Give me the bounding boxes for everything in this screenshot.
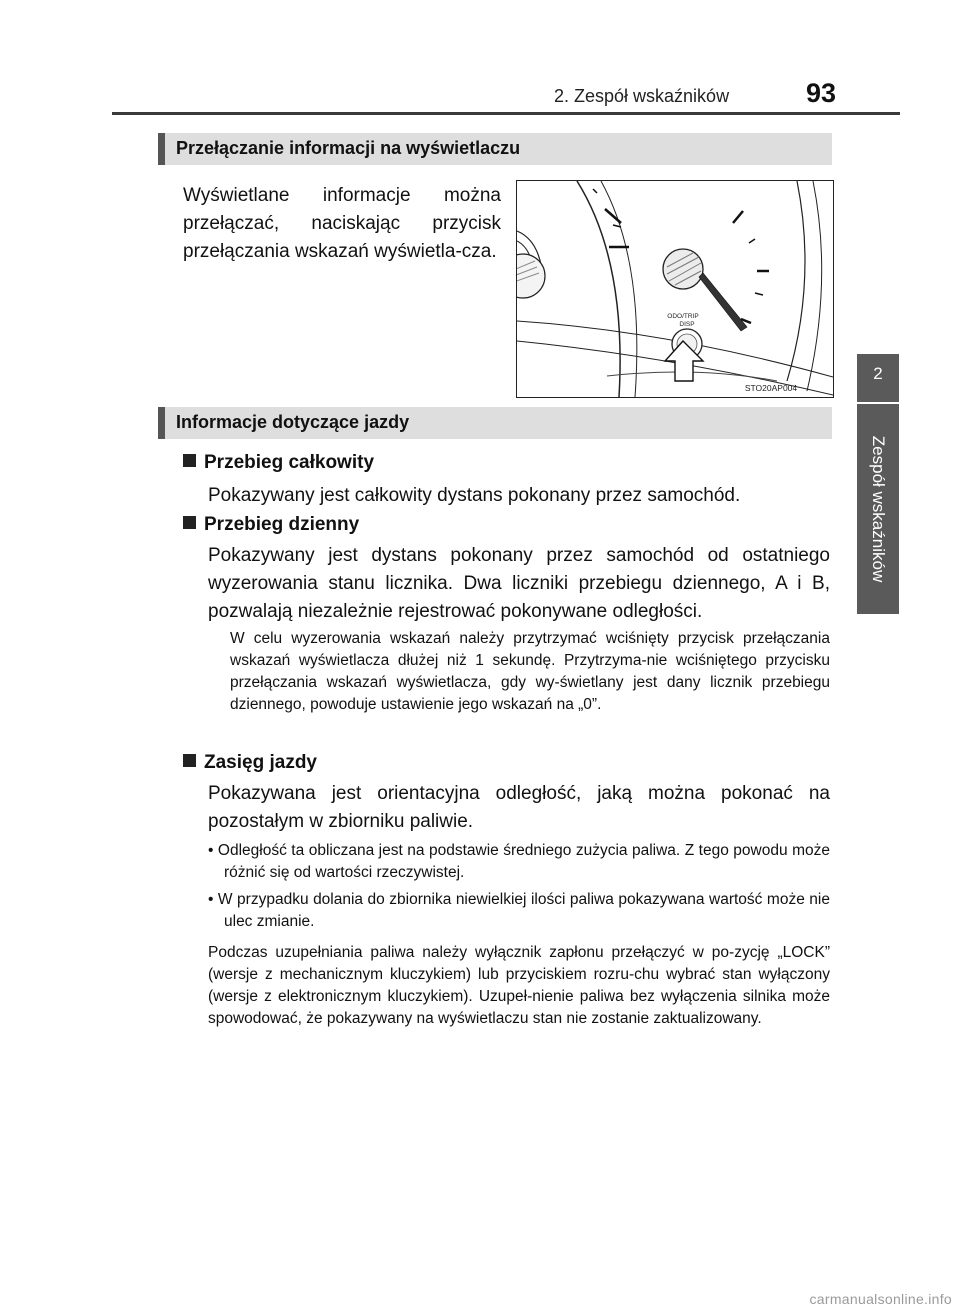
square-bullet-icon [183,516,196,529]
side-tab-label: Zespół wskaźników [869,435,889,583]
square-bullet-icon [183,454,196,467]
item-title-text: Zasięg jazdy [204,752,317,773]
square-bullet-icon [183,754,196,767]
item-title-odometer [183,452,374,474]
instrument-cluster-illustration [517,181,833,397]
item-title-range [183,752,317,774]
section-header-display [158,133,832,165]
watermark: carmanualsonline.info [809,1291,952,1307]
item-text-odometer: Pokazywany jest całkowity dystans pokonany przez samochód. [208,485,741,506]
section-title: Przełączanie informacji na wyświetlaczu [176,138,521,158]
item-text-range: Pokazywana jest orientacyjna odległość, jaką można pokonać na pozostałym w zbiorniku paliwie. [208,783,830,832]
item-text-trip: Pokazywany jest dystans pokonany przez samochód od ostatniego wyzerowania stanu licznika. Dwa liczniki przebiegu dziennego, A i B, pozwalają niezależnie rejestrować pokonywane odległości. [208,545,830,622]
section-title: Informacje dotyczące jazdy [176,412,410,432]
item-title-trip [183,514,359,536]
button-label-odo: ODO/TRIP [667,313,699,320]
button-label-disp: DISP [679,321,695,328]
side-tab-label-wrap [857,404,899,614]
item-note-trip: W celu wyzerowania wskazań należy przytrzymać wciśnięty przycisk przełączania wskazań wyświetlacza dłużej niż 1 sekundę. Przytrzyma-nie wciśniętego przycisku przełączania wskazań wyświetlacza, gdy wy-świetlany jest dany licznik przebiegu dziennego, powoduje ustawienie jego wskazań na „0”. [230,630,830,713]
range-bullet-2: • W przypadku dolania do zbiornika niewielkiej ilości paliwa pokazywana wartość może nie ulec zmianie. [208,891,830,930]
chapter-title: 2. Zespół wskaźników [554,86,730,106]
intro-paragraph: Wyświetlane informacje można przełączać, naciskając przycisk przełączania wskazań wyświetla-cza. [183,185,501,262]
figure-code: STO20AP004 [744,383,798,393]
range-bullet-1: • Odległość ta obliczana jest na podstawie średniego zużycia paliwa. Z tego powodu może różnić się od wartości rzeczywistej. [208,842,830,881]
item-title-text: Przebieg dzienny [204,514,360,535]
side-tab-number: 2 [857,354,899,402]
header-rule [112,112,900,115]
page-number: 93 [806,78,837,108]
section-header-driving-info [158,407,832,439]
refuel-note: Podczas uzupełniania paliwa należy wyłącznik zapłonu przełączyć w po-zycję „LOCK” (wersje z mechanicznym kluczykiem) lub przyciskiem rozru-chu wybrać stan wyłączony (wersje z elektronicznym kluczykiem). Uzupeł-nienie paliwa bez wyłączenia silnika może spowodować, że pokazywany na wyświetlaczu stan nie zostanie zaktualizowany. [208,944,830,1027]
item-title-text: Przebieg całkowity [204,452,375,473]
instrument-cluster-figure [516,180,834,398]
